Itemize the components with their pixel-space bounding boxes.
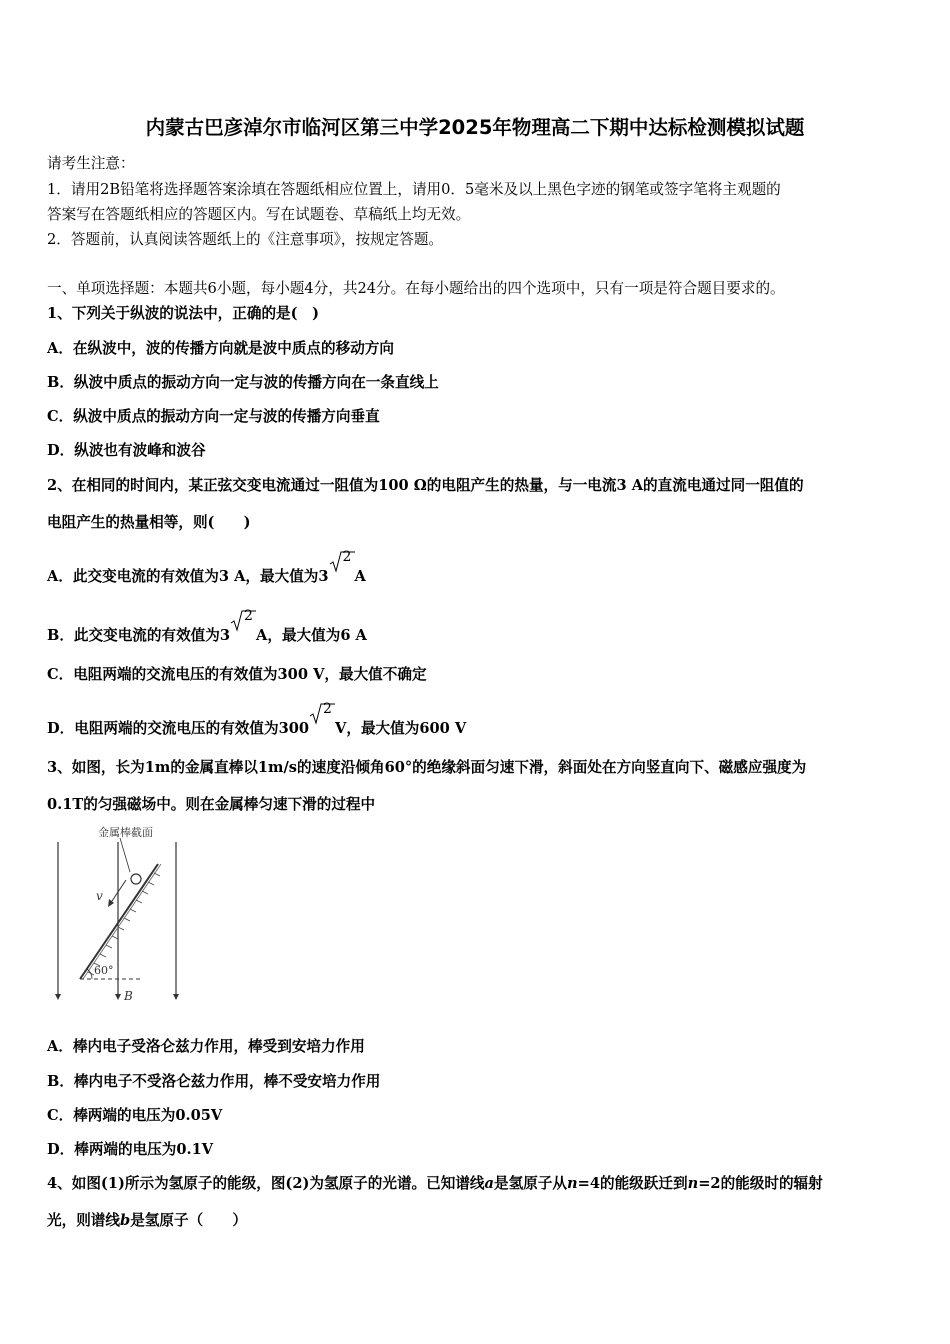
q2-option-b-text: B．此交变电流的有效值为3: [47, 627, 231, 644]
q2-stem-a: 2、在相同的时间内，某正弦交变电流通过一阻值为100 Ω的电阻产生的热量，与一电流3 A的直流电通过同一阻值的: [47, 477, 804, 494]
q4-text: 光，则谱线: [47, 1212, 120, 1229]
sqrt-radicand: 2: [342, 549, 352, 565]
field-label: B: [124, 989, 133, 1003]
q2-stem-b: 电阻产生的热量相等，则( ): [47, 514, 251, 531]
incline-surface: [80, 864, 158, 979]
q3-stem-b: 0.1T的匀强磁场中。则在金属棒匀速下滑的过程中: [47, 796, 376, 813]
q4-var-n: n: [566, 1175, 578, 1192]
figure-caption: 金属棒截面: [98, 826, 153, 839]
notice-item-2: 2．答题前，认真阅读答题纸上的《注意事项》，按规定答题。: [47, 231, 444, 248]
sqrt-symbol: [309, 701, 335, 729]
q2-option-d-rest: V，最大值为600 V: [335, 720, 467, 737]
q2-option-b-rest: A，最大值为6 A: [256, 627, 367, 644]
q2-option-c: C．电阻两端的交流电压的有效值为300 V，最大值不确定: [47, 666, 427, 683]
q4-var-n: n: [687, 1175, 699, 1192]
q4-text: 是氢原子（ ）: [130, 1212, 247, 1229]
sqrt-radicand: 2: [323, 701, 332, 717]
q4-stem-b: [47, 1209, 247, 1230]
q1-option-d: D．纵波也有波峰和波谷: [47, 442, 206, 459]
q4-text: 是氢原子从: [494, 1175, 567, 1192]
q3-stem-a: 3、如图，长为1m的金属直棒以1m/s的速度沿倾角60°的绝缘斜面匀速下滑，斜面处在方向竖直向下、磁感应强度为: [47, 759, 807, 776]
q2-option-a: [47, 549, 366, 586]
q4-var-b: b: [119, 1212, 131, 1229]
q1-option-a: A．在纵波中，波的传播方向就是波中质点的移动方向: [47, 340, 394, 357]
notice-item-1a: 1．请用2B铅笔将选择题答案涂填在答题纸相应位置上，请用0．5毫米及以上黑色字迹的钢笔或签字笔将主观题的: [47, 181, 781, 198]
q2-option-d: [47, 701, 467, 738]
caption-pointer: [120, 838, 130, 872]
q4-text: 4、如图(1)所示为氢原子的能级，图(2)为氢原子的光谱。已知谱线: [47, 1175, 485, 1192]
notice-heading: 请考生注意：: [47, 155, 135, 172]
field-arrow-icon: [55, 994, 61, 1000]
incline-rod-figure: [48, 822, 188, 1008]
q4-var-a: a: [484, 1175, 494, 1192]
q2-option-a-unit: A: [354, 568, 366, 585]
q2-option-d-text: D．电阻两端的交流电压的有效值为300: [47, 720, 310, 737]
q3-option-a: A．棒内电子受洛仑兹力作用，棒受到安培力作用: [47, 1038, 365, 1055]
q3-option-d: D．棒两端的电压为0.1V: [47, 1141, 214, 1158]
velocity-label: v: [96, 889, 103, 903]
rod-cross-section-icon: [131, 874, 141, 884]
field-arrow-icon: [115, 994, 121, 1000]
q1-stem: 1、下列关于纵波的说法中，正确的是( ): [47, 305, 320, 322]
q1-option-c: C．纵波中质点的振动方向一定与波的传播方向垂直: [47, 408, 380, 425]
field-arrow-icon: [173, 994, 179, 1000]
q1-option-b: B．纵波中质点的振动方向一定与波的传播方向在一条直线上: [47, 374, 439, 391]
q4-text: =2的能级时的辐射: [698, 1175, 823, 1192]
sqrt-radicand: 2: [244, 608, 253, 624]
angle-arc: [87, 969, 92, 979]
q4-text: =4的能级跃迁到: [577, 1175, 688, 1192]
page-title: 内蒙古巴彦淖尔市临河区第三中学2025年物理高二下期中达标检测模拟试题: [145, 116, 805, 139]
section-heading: 一、单项选择题：本题共6小题，每小题4分，共24分。在每小题给出的四个选项中，只有一项是符合题目要求的。: [47, 280, 785, 297]
q3-option-b: B．棒内电子不受洛仑兹力作用，棒不受安培力作用: [47, 1073, 381, 1090]
q2-option-a-text: A．此交变电流的有效值为3 A，最大值为3: [47, 568, 329, 585]
incline-diagram: [48, 822, 188, 1008]
q3-option-c: C．棒两端的电压为0.05V: [47, 1107, 223, 1124]
q2-option-b: [47, 608, 367, 645]
q4-stem-a: [47, 1172, 823, 1193]
notice-item-1b: 答案写在答题纸相应的答题区内。写在试题卷、草稿纸上均无效。: [47, 206, 471, 223]
sqrt-symbol: [230, 608, 256, 636]
sqrt-symbol: [329, 549, 355, 577]
angle-label: 60°: [94, 964, 114, 977]
incline-edge: [83, 864, 161, 979]
